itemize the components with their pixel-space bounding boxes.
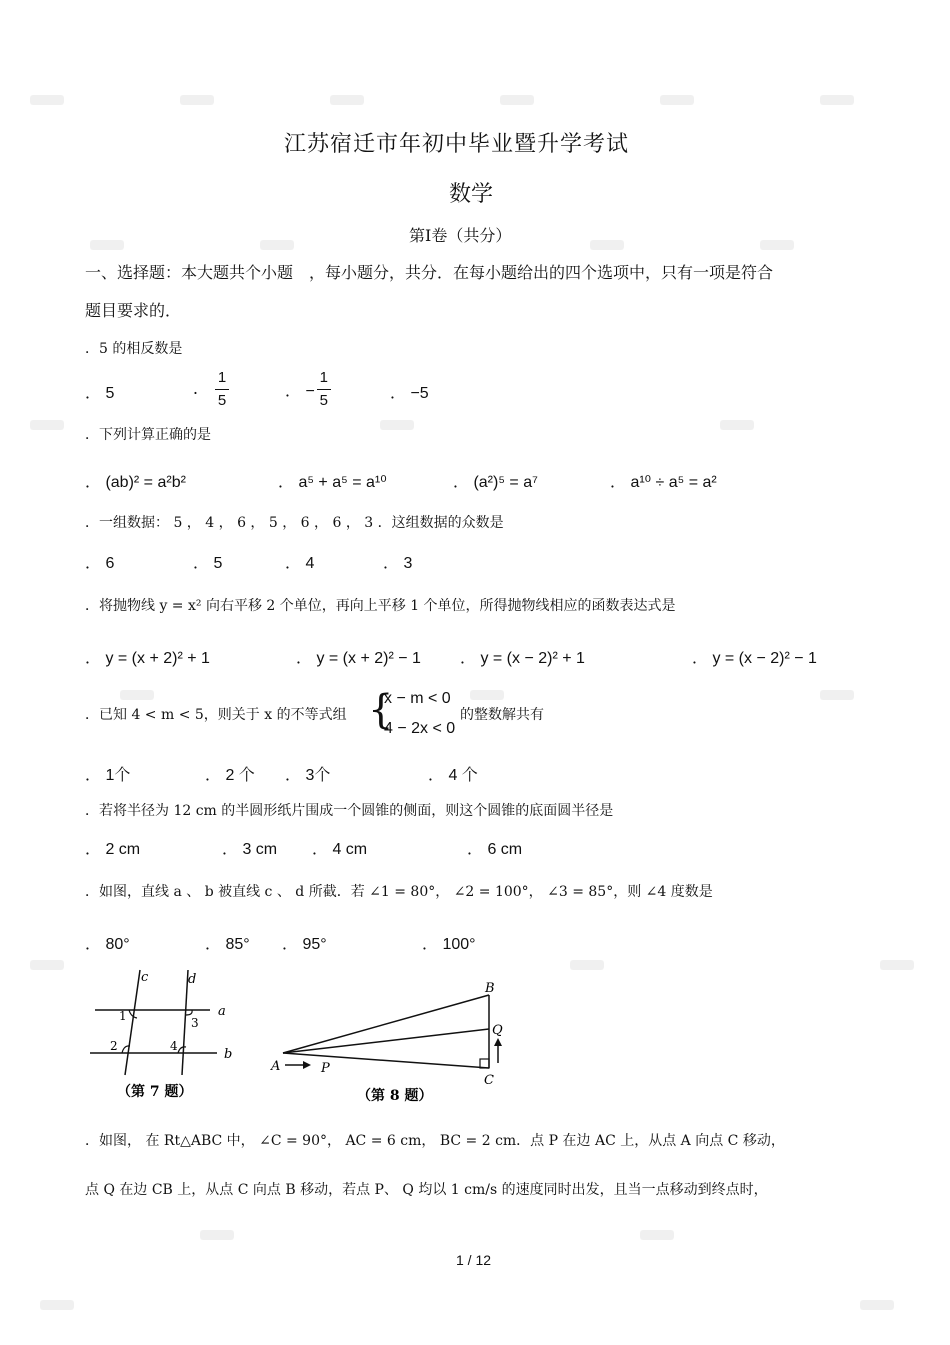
question-2-stem: ．下列计算正确的是: [85, 427, 211, 443]
label-d: d: [188, 972, 197, 987]
question-6-option-d: ． 6 cm: [467, 841, 523, 858]
label-angle-4: 4: [170, 1039, 178, 1053]
question-5-option-c: ． 3个: [285, 767, 331, 784]
question-8-line2: 点 Q 在边 CB 上，从点 C 向点 B 移动，若点 P、 Q 均以 1 cm/s 的速度同时出发，且当一点移动到终点时，: [85, 1182, 768, 1198]
figure-7-caption: （第 7 题）: [117, 1084, 193, 1100]
question-3-stem: ．一组数据： 5 ， 4 ， 6 ， 5 ， 6 ， 6 ， 3 ．这组数据的众数是: [85, 515, 504, 531]
question-2-option-c: ． (a²)⁵ = a⁷: [453, 474, 538, 491]
exam-title: 江苏宿迁市年初中毕业暨升学考试: [284, 132, 630, 157]
question-7-option-c: ． 95°: [282, 936, 327, 953]
question-6-stem: ．若将半径为 12 cm 的半圆形纸片围成一个圆锥的侧面，则这个圆锥的底面圆半径是: [85, 803, 614, 819]
question-8-line1: ．如图， 在 Rt△ABC 中， ∠C = 90°， AC = 6 cm， BC = 2 cm．点 P 在边 AC 上，从点 A 向点 C 移动，: [85, 1133, 785, 1149]
section-instructions-line1: 一、选择题：本大题共个小题 ，每小题分，共分．在每小题给出的四个选项中，只有一项是符合: [85, 263, 774, 282]
segment-AC: [283, 1053, 489, 1068]
label-C: C: [484, 1073, 494, 1088]
segment-PQ: [283, 1029, 489, 1053]
question-3-option-b: ． 5: [193, 555, 223, 572]
label-P: P: [321, 1061, 330, 1076]
angle-4-arc: [178, 1047, 186, 1053]
label-b: b: [224, 1047, 233, 1062]
question-6-option-a: ． 2 cm: [85, 841, 141, 858]
inequality-brace: {: [368, 687, 394, 733]
question-4-option-a: ． y = (x + 2)² + 1: [85, 650, 210, 667]
question-5-option-d: ． 4 个: [428, 767, 478, 784]
question-3-option-c: ． 4: [285, 555, 315, 572]
question-1-option-b: ． $\frac{1}{5}$: [193, 369, 229, 410]
question-2-option-b: ． a⁵ + a⁵ = a¹⁰: [278, 474, 387, 491]
label-angle-3: 3: [191, 1016, 199, 1030]
question-4-option-c: ． y = (x − 2)² + 1: [460, 650, 585, 667]
label-angle-1: 1: [119, 1009, 127, 1023]
question-3-option-d: ． 3: [383, 555, 413, 572]
question-3-option-a: ． 6: [85, 555, 115, 572]
question-5-option-b: ． 2 个: [205, 767, 255, 784]
question-4-option-d: ． y = (x − 2)² − 1: [692, 650, 817, 667]
figure-8-caption: （第 8 题）: [357, 1088, 433, 1104]
inequality-2: 4 − 2x < 0: [384, 720, 456, 737]
question-4-stem: ．将抛物线 y = x² 向右平移 2 个单位，再向上平移 1 个单位，所得抛物线相应的函数表达式是: [85, 598, 676, 614]
right-angle-mark: [480, 1059, 489, 1068]
figure-8: [265, 980, 525, 1110]
volume-heading: 第Ⅰ卷（共分）: [409, 226, 512, 245]
question-2-option-d: ． a¹⁰ ÷ a⁵ = a²: [610, 474, 717, 491]
section-instructions-line2: 题目要求的．: [85, 301, 182, 320]
question-5-stem-end: 的整数解共有: [460, 707, 544, 723]
question-1-option-d: ． −5: [390, 385, 429, 402]
arrowhead-AP: [303, 1061, 311, 1069]
question-2-option-a: ． (ab)² = a²b²: [85, 474, 186, 491]
segment-AB: [283, 995, 489, 1053]
subject-title: 数学: [449, 182, 494, 207]
inequality-1: x − m < 0: [384, 690, 451, 707]
question-5-stem: ．已知 4 < m < 5，则关于 x 的不等式组: [85, 707, 347, 723]
label-B: B: [485, 981, 495, 996]
question-7-option-d: ． 100°: [422, 936, 476, 953]
question-1-stem: ．5 的相反数是: [85, 341, 183, 357]
page-number: 1 / 12: [456, 1252, 492, 1268]
question-1-option-c: ． − $\frac{1}{5}$: [285, 369, 331, 410]
label-c: c: [141, 970, 149, 985]
label-a: a: [218, 1004, 226, 1019]
figure-7: [85, 965, 245, 1105]
question-6-option-c: ． 4 cm: [312, 841, 368, 858]
question-6-option-b: ． 3 cm: [222, 841, 278, 858]
label-angle-2: 2: [110, 1039, 118, 1053]
arrowhead-CQ: [494, 1038, 502, 1046]
question-7-option-a: ． 80°: [85, 936, 130, 953]
label-A: A: [271, 1059, 281, 1074]
question-7-stem: ．如图，直线 a 、 b 被直线 c 、 d 所截．若 ∠1 = 80°， ∠2 = 100°， ∠3 = 85°，则 ∠4 度数是: [85, 884, 713, 900]
question-5-option-a: ． 1个: [85, 767, 131, 784]
label-Q: Q: [492, 1023, 503, 1038]
line-c: [125, 970, 140, 1075]
question-7-option-b: ． 85°: [205, 936, 250, 953]
question-4-option-b: ． y = (x + 2)² − 1: [296, 650, 421, 667]
question-1-option-a: ． 5: [85, 385, 115, 402]
